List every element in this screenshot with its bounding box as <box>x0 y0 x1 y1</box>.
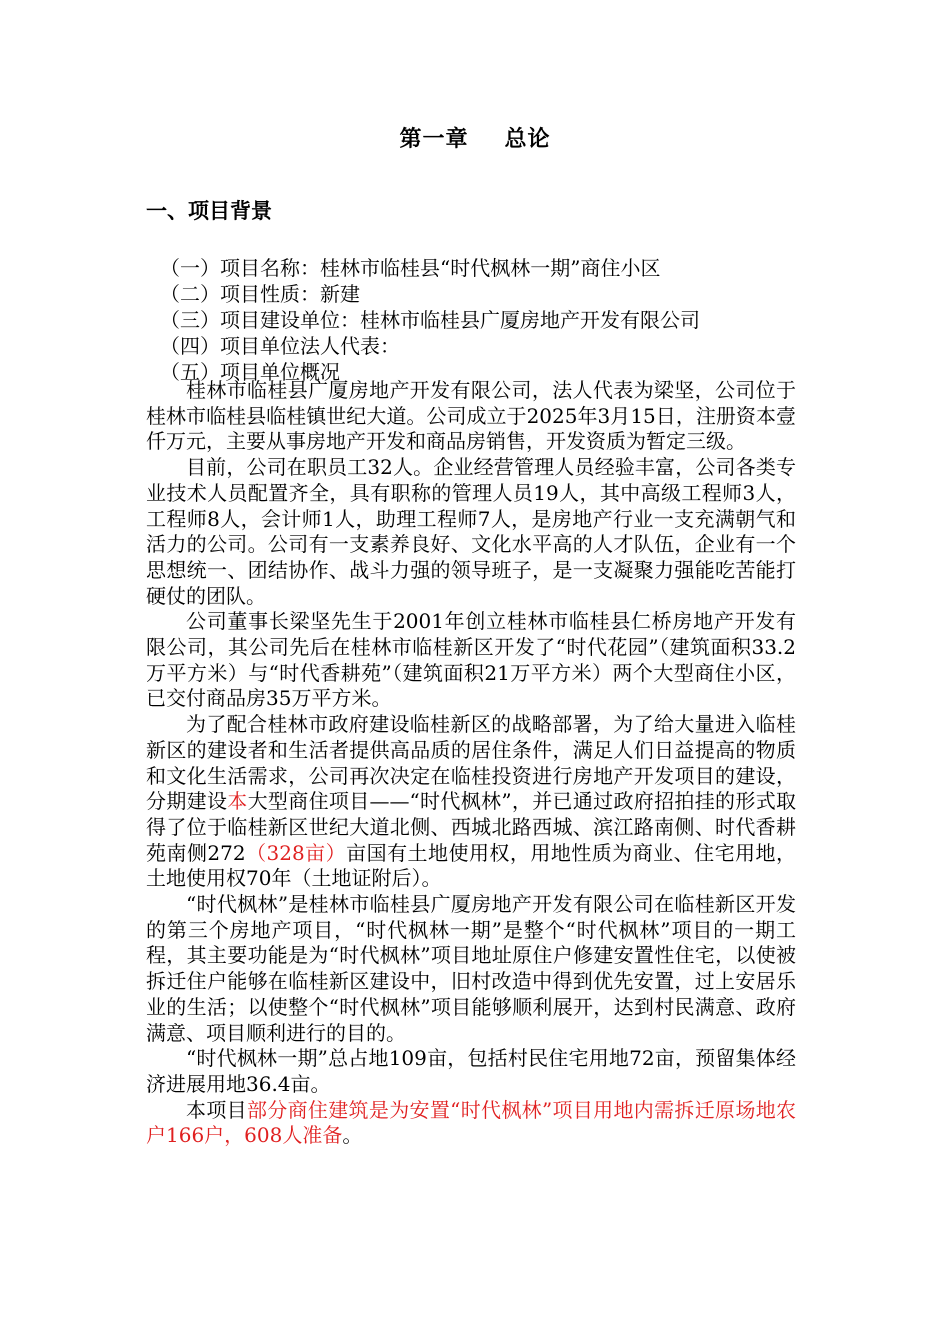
chapter-title <box>0 122 950 153</box>
highlight-text: （328亩） <box>245 840 347 865</box>
paragraph-project-description: “时代枫林”是桂林市临桂县广厦房地产开发有限公司在临桂新区开发的第三个房地产项目，“时代枫林一期”是整个“时代枫林”项目的一期工程，其主要功能是为“时代枫林”项目地址原住户修建安置性住宅，以使被拆迁住户能够在临桂新区建设中，旧村改造中得到优先安置，过上安居乐业的生活；以使整个“时代枫林”项目能够顺利展开，达到村民满意、政府满意、项目顺利进行的目的。 <box>146 892 796 1045</box>
text-run: 大型商住项目——“时代枫林”，并已通过政府招拍挂的形式取得了位于临桂新区世纪大道北侧、西城北路西城、滨江路南侧、时代香耕苑南侧272 <box>146 789 797 865</box>
paragraph-company-overview: 桂林市临桂县广厦房地产开发有限公司，法人代表为梁坚，公司位于桂林市临桂县临桂镇世纪大道。公司成立于2025年3月15日，注册资本壹仟万元，主要从事房地产开发和商品房销售，开发资质为暂定三级。 <box>146 378 796 454</box>
project-info-list <box>160 255 700 385</box>
text-run: 本项目 <box>186 1097 247 1122</box>
project-info-item: （四）项目单位法人代表： <box>160 334 400 358</box>
text-run: 。 <box>342 1123 363 1148</box>
highlight-text: 本 <box>227 789 248 814</box>
document-body <box>146 378 796 1149</box>
paragraph-project-purpose <box>146 712 796 892</box>
paragraph-resettlement <box>146 1098 796 1149</box>
text-run: 为了配合桂林市政府建设临桂新区的战略部署，为了给大量进入临桂新区的建设者和生活者提供高品质的居住条件，满足人们日益提高的物质和文化生活需求，公司再次决定在临桂投资进行房地产开发项目的建设，分期建设 <box>146 712 796 814</box>
paragraph-land-area: “时代枫林一期”总占地109亩，包括村民住宅用地72亩，预留集体经济进展用地36.4亩。 <box>146 1046 796 1096</box>
paragraph-staff: 目前，公司在职员工32人。企业经营管理人员经验丰富，公司各类专业技术人员配置齐全，具有职称的管理人员19人，其中高级工程师3人，工程师8人，会计师1人，助理工程师7人，是房地产行业一支充满朝气和活力的公司。公司有一支素养良好、文化水平高的人才队伍，企业有一个思想统一、团结协作、战斗力强的领导班子，是一支凝聚力强能吃苦能打硬仗的团队。 <box>146 455 796 608</box>
section-heading: 一、项目背景 <box>146 198 272 223</box>
chapter-number: 第一章 <box>399 126 469 152</box>
project-info-item: （三）项目建设单位：桂林市临桂县广厦房地产开发有限公司 <box>160 308 700 332</box>
highlight-text: 部分商住建筑是为安置“时代枫林”项目用地内需拆迁原场地农户166户，608人准备 <box>146 1097 797 1148</box>
project-info-item: （五）项目单位概况 <box>160 360 340 384</box>
paragraph-chairman: 公司董事长梁坚先生于2001年创立桂林市临桂县仁桥房地产开发有限公司，其公司先后在桂林市临桂新区开发了“时代花园”（建筑面积33.2万平方米）与“时代香耕苑”（建筑面积21万平方米）两个大型商住小区，已交付商品房35万平方米。 <box>146 609 796 711</box>
text-run: 亩国有土地使用权，用地性质为商业、住宅用地，土地使用权70年（土地证附后）。 <box>146 840 796 891</box>
project-info-item: （二）项目性质：新建 <box>160 282 360 306</box>
chapter-name: 总论 <box>504 126 551 152</box>
project-info-item: （一）项目名称：桂林市临桂县“时代枫林一期”商住小区 <box>160 256 661 280</box>
